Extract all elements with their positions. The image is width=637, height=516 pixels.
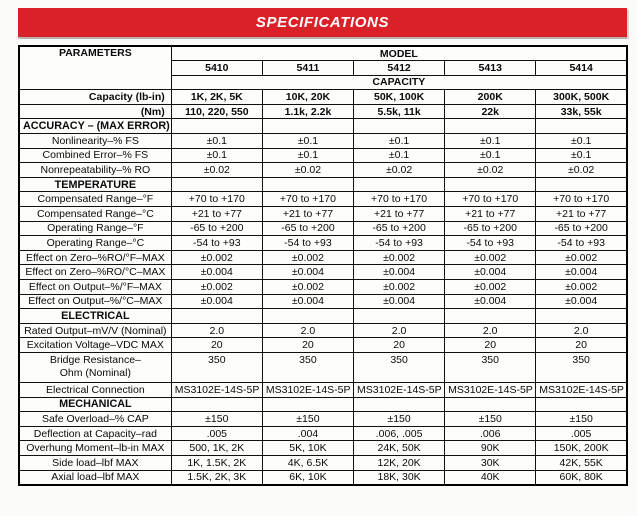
value-cell: ±0.002 xyxy=(445,280,536,295)
spec-row xyxy=(19,207,627,222)
value-cell: MS3102E-14S-5P xyxy=(171,382,262,397)
spec-row xyxy=(19,470,627,485)
spec-row xyxy=(19,412,627,427)
value-cell: 22k xyxy=(445,104,536,119)
spec-row xyxy=(19,221,627,236)
value-cell: ±0.004 xyxy=(262,294,353,309)
value-cell: ±0.004 xyxy=(262,265,353,280)
value-cell: ±0.002 xyxy=(171,280,262,295)
value-cell: ±150 xyxy=(354,412,445,427)
value-cell: ±150 xyxy=(171,412,262,427)
spec-row xyxy=(19,455,627,470)
value-cell: ±0.002 xyxy=(354,250,445,265)
value-cell: ±150 xyxy=(536,412,627,427)
value-cell: 90K xyxy=(445,441,536,456)
row-label: Compensated Range–°F xyxy=(19,192,171,207)
value-cell: ±0.1 xyxy=(536,148,627,163)
row-label-line2: Ohm (Nominal) xyxy=(59,367,131,380)
value-cell: 20 xyxy=(536,338,627,353)
row-label: Overhung Moment–lb-in MAX xyxy=(19,441,171,456)
row-label: Nonrepeatability–% RO xyxy=(19,163,171,178)
spec-row xyxy=(19,250,627,265)
value-cell: ±0.1 xyxy=(445,134,536,149)
section-row xyxy=(19,119,627,134)
value-cell: 350 xyxy=(445,352,536,382)
empty-cell xyxy=(536,309,627,324)
value-cell: -54 to +93 xyxy=(445,236,536,251)
row-label: Effect on Zero–%RO/°C–MAX xyxy=(19,265,171,280)
empty-cell xyxy=(354,397,445,412)
value-cell: 18K, 30K xyxy=(354,470,445,485)
value-cell: ±0.002 xyxy=(171,250,262,265)
value-cell: +70 to +170 xyxy=(171,192,262,207)
specifications-banner xyxy=(18,8,627,37)
value-cell: -54 to +93 xyxy=(536,236,627,251)
value-cell: ±0.004 xyxy=(354,265,445,280)
row-label: Capacity (lb-in) xyxy=(19,90,171,105)
value-cell: ±0.1 xyxy=(171,148,262,163)
row-label: Combined Error–% FS xyxy=(19,148,171,163)
spec-row xyxy=(19,338,627,353)
value-cell: ±0.02 xyxy=(354,163,445,178)
empty-cell xyxy=(536,177,627,192)
model-header: MODEL xyxy=(171,46,627,61)
value-cell: ±0.002 xyxy=(445,250,536,265)
value-cell: ±0.1 xyxy=(262,148,353,163)
row-label: Effect on Zero–%RO/°F–MAX xyxy=(19,250,171,265)
row-label: Deflection at Capacity–rad xyxy=(19,426,171,441)
value-cell: +70 to +170 xyxy=(536,192,627,207)
model-number: 5413 xyxy=(445,61,536,76)
value-cell: ±0.02 xyxy=(445,163,536,178)
value-cell: ±0.1 xyxy=(262,134,353,149)
row-label: Operating Range–°C xyxy=(19,236,171,251)
spec-row xyxy=(19,134,627,149)
row-label: Effect on Output–%/°F–MAX xyxy=(19,280,171,295)
value-cell: 2.0 xyxy=(171,323,262,338)
value-cell: 40K xyxy=(445,470,536,485)
value-cell: 4K, 6.5K xyxy=(262,455,353,470)
empty-cell xyxy=(536,397,627,412)
value-cell: +21 to +77 xyxy=(262,207,353,222)
spec-row xyxy=(19,104,627,119)
spec-row xyxy=(19,236,627,251)
value-cell: 350 xyxy=(171,352,262,382)
spec-table xyxy=(18,45,628,486)
spec-row xyxy=(19,90,627,105)
value-cell: -54 to +93 xyxy=(354,236,445,251)
value-cell: MS3102E-14S-5P xyxy=(536,382,627,397)
value-cell: ±0.004 xyxy=(445,265,536,280)
row-label: Axial load–lbf MAX xyxy=(19,470,171,485)
row-label: Nonlinearity–% FS xyxy=(19,134,171,149)
empty-cell xyxy=(262,309,353,324)
empty-cell xyxy=(445,119,536,134)
empty-cell xyxy=(262,177,353,192)
value-cell: 2.0 xyxy=(536,323,627,338)
row-label: Safe Overload–% CAP xyxy=(19,412,171,427)
value-cell: 200K xyxy=(445,90,536,105)
value-cell: ±0.1 xyxy=(171,134,262,149)
value-cell: 350 xyxy=(536,352,627,382)
value-cell: ±0.004 xyxy=(171,294,262,309)
value-cell: 2.0 xyxy=(445,323,536,338)
value-cell: -54 to +93 xyxy=(262,236,353,251)
value-cell: MS3102E-14S-5P xyxy=(262,382,353,397)
value-cell: -65 to +200 xyxy=(445,221,536,236)
section-row xyxy=(19,397,627,412)
value-cell: ±0.1 xyxy=(536,134,627,149)
row-label: TEMPERATURE xyxy=(19,177,171,192)
model-number: 5411 xyxy=(262,61,353,76)
empty-cell xyxy=(354,309,445,324)
value-cell: 20 xyxy=(171,338,262,353)
value-cell: .005 xyxy=(171,426,262,441)
value-cell: ±0.004 xyxy=(354,294,445,309)
value-cell: ±0.1 xyxy=(354,148,445,163)
spec-row xyxy=(19,426,627,441)
row-label: ACCURACY – (MAX ERROR) xyxy=(19,119,171,134)
empty-cell xyxy=(171,309,262,324)
value-cell: ±0.004 xyxy=(445,294,536,309)
value-cell: ±0.002 xyxy=(262,280,353,295)
row-label: MECHANICAL xyxy=(19,397,171,412)
value-cell: MS3102E-14S-5P xyxy=(445,382,536,397)
banner-title: SPECIFICATIONS xyxy=(255,14,390,31)
value-cell: 1.5K, 2K, 3K xyxy=(171,470,262,485)
empty-cell xyxy=(262,119,353,134)
spec-row xyxy=(19,441,627,456)
value-cell: 1K, 1.5K, 2K xyxy=(171,455,262,470)
row-label-line1: Bridge Resistance– xyxy=(49,353,141,366)
row-label: Electrical Connection xyxy=(19,382,171,397)
section-row xyxy=(19,309,627,324)
empty-cell xyxy=(171,119,262,134)
value-cell: .006 xyxy=(445,426,536,441)
value-cell: ±0.1 xyxy=(354,134,445,149)
row-label: Effect on Output–%/°C–MAX xyxy=(19,294,171,309)
spec-row xyxy=(19,148,627,163)
section-row xyxy=(19,177,627,192)
model-number: 5414 xyxy=(536,61,627,76)
value-cell: ±0.004 xyxy=(171,265,262,280)
value-cell: MS3102E-14S-5P xyxy=(354,382,445,397)
model-number: 5412 xyxy=(354,61,445,76)
value-cell: -65 to +200 xyxy=(171,221,262,236)
row-label: Side load–lbf MAX xyxy=(19,455,171,470)
row-label: (Nm) xyxy=(19,104,171,119)
empty-cell xyxy=(354,177,445,192)
value-cell: 50K, 100K xyxy=(354,90,445,105)
value-cell: 500, 1K, 2K xyxy=(171,441,262,456)
row-label: Rated Output–mV/V (Nominal) xyxy=(19,323,171,338)
value-cell: +21 to +77 xyxy=(536,207,627,222)
model-number: 5410 xyxy=(171,61,262,76)
empty-cell xyxy=(445,309,536,324)
value-cell: +21 to +77 xyxy=(171,207,262,222)
value-cell: ±0.004 xyxy=(536,265,627,280)
empty-cell xyxy=(536,119,627,134)
value-cell: 20 xyxy=(445,338,536,353)
value-cell: +70 to +170 xyxy=(445,192,536,207)
value-cell: 30K xyxy=(445,455,536,470)
spec-row xyxy=(19,294,627,309)
empty-cell xyxy=(171,397,262,412)
value-cell: -65 to +200 xyxy=(262,221,353,236)
empty-cell xyxy=(354,119,445,134)
row-label: ELECTRICAL xyxy=(19,309,171,324)
value-cell: -54 to +93 xyxy=(171,236,262,251)
value-cell: +70 to +170 xyxy=(354,192,445,207)
value-cell: 42K, 55K xyxy=(536,455,627,470)
empty-cell xyxy=(262,397,353,412)
value-cell: ±0.002 xyxy=(536,280,627,295)
value-cell: ±0.02 xyxy=(536,163,627,178)
value-cell: +70 to +170 xyxy=(262,192,353,207)
value-cell: ±0.1 xyxy=(445,148,536,163)
value-cell: 150K, 200K xyxy=(536,441,627,456)
row-label: Excitation Voltage–VDC MAX xyxy=(19,338,171,353)
value-cell: -65 to +200 xyxy=(354,221,445,236)
value-cell: 60K, 80K xyxy=(536,470,627,485)
parameters-header: PARAMETERS xyxy=(19,46,171,90)
spec-row xyxy=(19,163,627,178)
capacity-header: CAPACITY xyxy=(171,75,627,90)
row-label: Compensated Range–°C xyxy=(19,207,171,222)
spec-row xyxy=(19,352,627,382)
header-row-model xyxy=(19,46,627,61)
spec-row xyxy=(19,323,627,338)
value-cell: ±0.002 xyxy=(354,280,445,295)
value-cell: 1K, 2K, 5K xyxy=(171,90,262,105)
value-cell: -65 to +200 xyxy=(536,221,627,236)
value-cell: .005 xyxy=(536,426,627,441)
value-cell: 110, 220, 550 xyxy=(171,104,262,119)
value-cell: ±0.02 xyxy=(171,163,262,178)
value-cell: 300K, 500K xyxy=(536,90,627,105)
value-cell: 350 xyxy=(354,352,445,382)
value-cell: .006, .005 xyxy=(354,426,445,441)
value-cell: .004 xyxy=(262,426,353,441)
value-cell: 2.0 xyxy=(262,323,353,338)
value-cell: 20 xyxy=(354,338,445,353)
spec-row xyxy=(19,382,627,397)
value-cell: ±150 xyxy=(262,412,353,427)
spec-row xyxy=(19,265,627,280)
empty-cell xyxy=(171,177,262,192)
empty-cell xyxy=(445,177,536,192)
value-cell: 33k, 55k xyxy=(536,104,627,119)
value-cell: +21 to +77 xyxy=(445,207,536,222)
value-cell: 350 xyxy=(262,352,353,382)
value-cell: ±0.004 xyxy=(536,294,627,309)
spec-row xyxy=(19,280,627,295)
row-label: Operating Range–°F xyxy=(19,221,171,236)
value-cell: 5.5k, 11k xyxy=(354,104,445,119)
value-cell: 2.0 xyxy=(354,323,445,338)
value-cell: +21 to +77 xyxy=(354,207,445,222)
value-cell: ±150 xyxy=(445,412,536,427)
value-cell: 6K, 10K xyxy=(262,470,353,485)
value-cell: 20 xyxy=(262,338,353,353)
value-cell: 10K, 20K xyxy=(262,90,353,105)
value-cell: 5K, 10K xyxy=(262,441,353,456)
row-label xyxy=(19,352,171,382)
value-cell: 12K, 20K xyxy=(354,455,445,470)
value-cell: 24K, 50K xyxy=(354,441,445,456)
value-cell: 1.1k, 2.2k xyxy=(262,104,353,119)
value-cell: ±0.002 xyxy=(536,250,627,265)
value-cell: ±0.002 xyxy=(262,250,353,265)
value-cell: ±0.02 xyxy=(262,163,353,178)
spec-row xyxy=(19,192,627,207)
empty-cell xyxy=(445,397,536,412)
